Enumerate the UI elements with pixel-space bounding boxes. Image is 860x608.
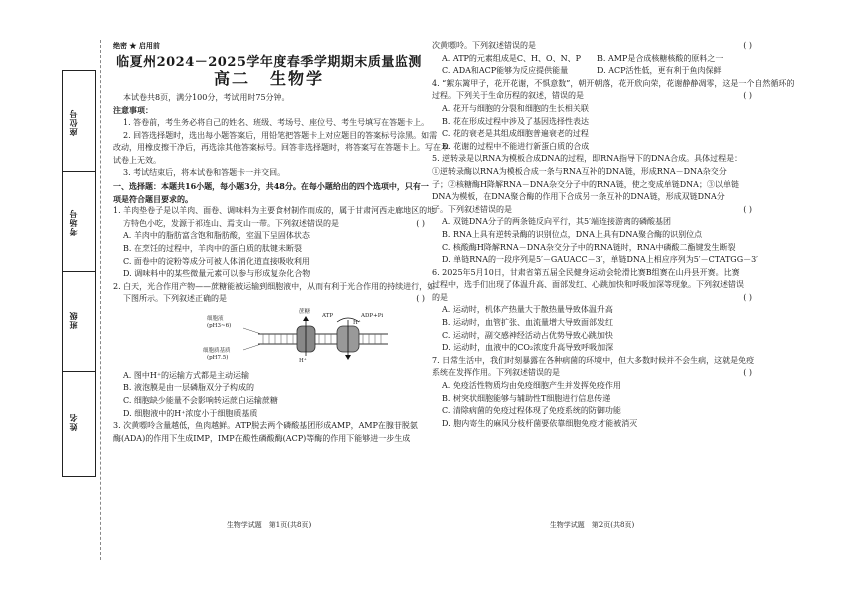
- notes-title: 注意事项：: [113, 105, 153, 116]
- question-2-stem: [113, 293, 425, 306]
- option-c: C. 花的衰老是其组成细胞普遍衰老的过程: [442, 129, 589, 139]
- vacuole-label: 细胞液: [207, 315, 224, 322]
- matrix-label: 细胞质基质: [203, 347, 231, 354]
- option-c: C. 运动时，副交感神经活动占优势导致心跳加快: [442, 330, 613, 340]
- option-d: D. 单链RNA的一段序列是5′－GAUACC－3′，单链DNA上相应序列为5′－CTATGG－3′: [442, 255, 758, 265]
- room-label: 考场号: [68, 209, 78, 236]
- option-d: D. 运动时，血液中的CO₂浓度升高导致呼吸加深: [442, 343, 614, 353]
- question-2-stem: 2. 白天，光合作用产物——蔗糖能被运输到细胞液中，从而有利于光合作用的持续进行，如: [113, 281, 436, 291]
- q5-stem-text: 子。下列叙述错误的是: [432, 204, 512, 214]
- q3-options-row: [432, 53, 752, 66]
- page-footer-left: 生物学试题 第1页(共8页): [226, 521, 312, 529]
- question-5-stem: 子；②核糖酶H降解RNA－DNA杂交分子中的RNA链，使之变成单链DNA；③以单链: [432, 179, 739, 189]
- answer-bracket: ( ): [416, 218, 425, 228]
- exam-title: 临夏州2024－2025学年度春季学期期末质量监测: [116, 54, 422, 70]
- answer-bracket: ( ): [743, 368, 752, 378]
- note-line: 1. 答卷前，考生务必将自己的姓名、班级、考场号、座位号、考生号填写在答题卡上。: [123, 117, 430, 127]
- option-b: B. 在烹饪的过程中，羊肉中的蛋白质的肽键未断裂: [123, 243, 302, 253]
- question-7-stem: [432, 367, 752, 380]
- answer-bracket: ( ): [743, 292, 752, 302]
- binding-strip: [62, 70, 96, 477]
- question-6-stem: 6. 2025年5月10日，甘肃省第五届全民健身运动会轮滑比赛B组赛在山丹县开赛。比赛: [432, 267, 740, 277]
- answer-bracket: ( ): [416, 294, 425, 304]
- question-1-stem: [113, 218, 425, 231]
- option-c: C. 核酸酶H降解RNA－DNA杂交分子中的RNA链时，RNA中磷酸二酯键发生断裂: [442, 242, 736, 252]
- seat-label: 座位号: [68, 109, 78, 136]
- q7-stem-text: 系统在发挥作用。下列叙述错误的是: [432, 368, 560, 378]
- question-5-stem: ①逆转录酶以RNA为模板合成一条与RNA互补的DNA链，形成RNA－DNA杂交分: [432, 166, 727, 176]
- section-heading: 项是符合题目要求的。: [113, 193, 193, 204]
- note-line: 试卷上无效。: [113, 155, 161, 165]
- subject-label: 生物学: [270, 69, 325, 89]
- sucrose-label: 蔗糖: [299, 308, 311, 315]
- membrane-diagram: [203, 308, 403, 366]
- option-a: A. 图中H⁺的运输方式都是主动运输: [123, 370, 250, 380]
- option-b: B. 树突状细胞能够与辅助性T细胞进行信息传递: [442, 393, 611, 403]
- option-d: D. 细胞液中的H⁺浓度小于细胞质基质: [123, 408, 258, 418]
- option-c: C. 细胞缺少能量不会影响转运蔗白运输蔗糖: [123, 396, 278, 406]
- option-a: A. 免疫活性物质均由免疫细胞产生并发挥免疫作用: [442, 381, 621, 391]
- seat-box: [63, 71, 95, 172]
- question-3-stem: 酶(ADA)的作用下生成IMP，IMP在酸性磷酸酶(ACP)等酶的作用下能够进一步生成: [113, 433, 411, 443]
- option-a: A. 运动时，机体产热量大于散热量导致体温升高: [442, 305, 613, 315]
- option-b: B. AMP是合成核糖核酸的原料之一: [597, 53, 724, 63]
- adp-label: ADP+Pi: [361, 312, 384, 319]
- membrane-bilayer: [258, 334, 388, 344]
- question-5-stem: [432, 204, 752, 217]
- question-4-stem: 4. “絮东篱甲子，花开花谢，不惧意数”，朝开朝落，花开欣向荣，花谢静静凋零，这是一个自然循环的: [432, 78, 795, 88]
- question-3-continued: [432, 40, 752, 53]
- right-column: [432, 40, 795, 430]
- note-line: 2. 回答选择题时，选出每小题答案后，用铅笔把答题卡上对应题目的答案标号涂黑。如需: [123, 130, 438, 140]
- q4-stem-text: 过程。下列关于生命历程的叙述，错误的是: [432, 91, 584, 101]
- option-d: D. 调味料中的某些微量元素可以参与形成复杂化合物: [123, 269, 311, 279]
- option-b: B. RNA上具有逆转录酶的识别位点，DNA上具有DNA聚合酶的识别位点: [442, 229, 703, 239]
- q3-continued-text: 次黄嘌呤。下列叙述错误的是: [432, 41, 536, 50]
- question-5-stem: DNA为模板，在DNA聚合酶的作用下合成另一条互补的DNA链，形成双链DNA分: [432, 192, 725, 202]
- option-c: C. 面卷中的淀粉等成分可被人体消化道直接吸收利用: [123, 256, 310, 266]
- option-a: A. 羊肉中的脂肪富含饱和脂肪酸，室温下呈固体状态: [123, 231, 310, 241]
- option-c: C. ADA和ACP能够为反应提供能量: [442, 66, 569, 76]
- class-label: 班级: [68, 311, 78, 329]
- question-5-stem: 5. 逆转录是以RNA为模板合成DNA的过程，即RNA指导下的DNA合成。具体过程是：: [432, 154, 743, 164]
- option-d: D. 花谢的过程中不能进行新蛋白质的合成: [442, 141, 590, 151]
- option-a: A. 双链DNA分子的两条链反向平行，其5′端连接游离的磷酸基团: [442, 217, 671, 227]
- name-label: 姓名: [68, 413, 78, 431]
- question-6-stem: [432, 292, 752, 305]
- name-box: [63, 371, 95, 475]
- grade-label: 高二: [213, 69, 250, 89]
- option-c: C. 清除病菌的免疫过程体现了免疫系统的防御功能: [442, 406, 621, 416]
- intro-text: 本试卷共8页，满分100分，考试用时75分钟。: [123, 92, 290, 102]
- hplus-top-label: H⁺: [353, 319, 361, 326]
- question-7-stem: 7. 日常生活中，我们时刻暴露在各种病菌的环境中，但大多数时候并不会生病，这就是免疫: [432, 355, 755, 365]
- q2-stem-text: 下图所示。下列叙述正确的是: [123, 294, 227, 304]
- vacuole-ph-label: (pH3~6): [207, 322, 232, 329]
- section-heading: 一、选择题：本题共16小题，每小题3分，共48分。在每小题给出的四个选项中，只有一: [113, 180, 429, 191]
- matrix-ph-label: (pH7.5): [207, 354, 229, 361]
- question-3-stem: 3. 次黄嘌呤含量越低，鱼肉越鲜。ATP脱去两个磷酸基团形成AMP，AMP在腺苷脱氨: [113, 421, 418, 431]
- question-4-stem: [432, 90, 752, 103]
- hplus-bottom-label: H⁺: [299, 357, 307, 364]
- question-6-stem: 过程中，选手们出现了体温升高、面部发红、心跳加快和呼吸加深等现象。下列叙述错误: [432, 280, 744, 290]
- option-a: A. 花开与细胞的分裂和细胞的生长相关联: [442, 103, 589, 113]
- left-column: [113, 40, 449, 445]
- atp-label: ATP: [322, 312, 334, 319]
- answer-bracket: ( ): [743, 91, 752, 101]
- answer-bracket: ( ): [743, 204, 752, 214]
- option-d: D. 胞内寄生的麻风分枝杆菌要依靠细胞免疫才能被消灭: [442, 418, 638, 428]
- option-b: B. 运动时，血管扩张、血流量增大导致面部发红: [442, 318, 613, 328]
- fold-line: [100, 40, 101, 560]
- class-box: [63, 271, 95, 372]
- answer-bracket: ( ): [743, 41, 752, 50]
- option-b: B. 液泡膜是由一层磷脂双分子构成的: [123, 383, 254, 393]
- secret-mark: 绝密 ★ 启用前: [113, 41, 160, 50]
- question-1-stem: 1. 羊肉垫卷子是以羊肉、面卷、调味料为主要食材制作而成的，属于甘肃河西走廊地区的地: [113, 206, 436, 216]
- exam-subtitle: [113, 69, 425, 89]
- q1-stem-text: 方特色小吃，发源于祁连山、焉支山一带。下列叙述错误的是: [123, 218, 339, 228]
- option-b: B. 花在形成过程中涉及了基因选择性表达: [442, 116, 589, 126]
- q3-options-row: [432, 65, 752, 78]
- note-line: 3. 考试结束后，将本试卷和答题卡一并交回。: [123, 168, 286, 178]
- room-box: [63, 171, 95, 272]
- option-a: A. ATP的元素组成是C、H、O、N、P: [442, 53, 581, 63]
- page-footer-right: 生物学试题 第2页(共8页): [549, 521, 635, 529]
- q6-stem-text: 的是: [432, 292, 448, 302]
- option-d: D. ACP活性低，更有利于鱼肉保鲜: [597, 66, 722, 76]
- note-line: 改动，用橡皮擦干净后，再选涂其他答案标号。回答非选择题时，将答案写在答题卡上。写在本: [113, 143, 449, 153]
